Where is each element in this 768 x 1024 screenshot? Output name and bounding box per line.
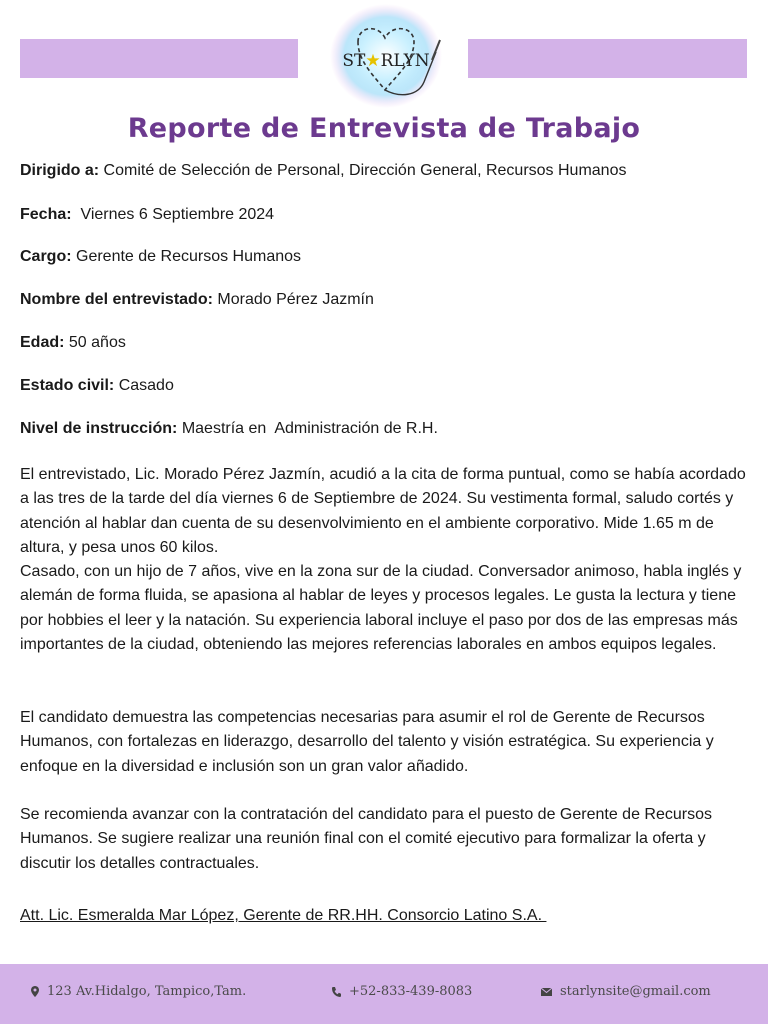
- field-edad: Edad: 50 años: [20, 334, 126, 351]
- envelope-icon: [541, 988, 552, 996]
- phone-icon: [332, 987, 341, 997]
- brand-logo: [328, 4, 446, 112]
- footer-phone[interactable]: +52-833-439-8083: [332, 984, 472, 999]
- paragraph-recomendacion: Se recomienda avanzar con la contratación del candidato para el puesto de Gerente de Recursos Humanos. Se sugiere realizar una reunión final con el comité ejecutivo para formalizar la oferta y discutir los detalles contractuales.: [20, 806, 712, 872]
- signature-line: Att. Lic. Esmeralda Mar López, Gerente de RR.HH. Consorcio Latino S.A.: [20, 907, 547, 924]
- footer-email[interactable]: starlynsite@gmail.com: [541, 984, 711, 999]
- header-bar-right: [468, 39, 747, 78]
- field-nivel-instruccion: Nivel de instrucción: Maestría en Administración de R.H.: [20, 420, 438, 437]
- header-bar-left: [20, 39, 298, 78]
- paragraph-descripcion: El entrevistado, Lic. Morado Pérez Jazmín, acudió a la cita de forma puntual, como se había acordado a las tres de la tarde del día viernes 6 de Septiembre de 2024. Su vestimenta formal, saludo cortés y atención al hablar dan cuenta de su desenvolvimiento en el ambiente corporativo. Mide 1.65 m de altura, y pesa unos 60 kilos.: [20, 466, 746, 556]
- field-dirigido: Dirigido a: Comité de Selección de Personal, Dirección General, Recursos Humanos: [20, 162, 627, 179]
- field-nombre: Nombre del entrevistado: Morado Pérez Jazmín: [20, 291, 374, 308]
- location-pin-icon: [31, 986, 39, 997]
- field-estado-civil: Estado civil: Casado: [20, 377, 174, 394]
- interview-fields: [20, 160, 748, 437]
- logo-text: ST★RLYN: [342, 51, 430, 71]
- footer-address: 123 Av.Hidalgo, Tampico,Tam.: [31, 984, 246, 999]
- paragraph-personal: Casado, con un hijo de 7 años, vive en la zona sur de la ciudad. Conversador animoso, habla inglés y alemán de forma fluida, se apasiona al hablar de leyes y procesos legales. Le gusta la lectura y tiene por hobbies el leer y la natación. Su experiencia laboral incluye el paso por dos de las empresas más importantes de la ciudad, obteniendo las mejores referencias laborales en ambos equipos legales.: [20, 563, 742, 653]
- logo-graphic: [328, 4, 446, 112]
- document-title: Reporte de Entrevista de Trabajo: [127, 113, 641, 144]
- field-cargo: Cargo: Gerente de Recursos Humanos: [20, 248, 302, 265]
- paragraph-competencias: El candidato demuestra las competencias necesarias para asumir el rol de Gerente de Recursos Humanos, con fortalezas en liderazgo, desarrollo del talento y visión estratégica. Su experiencia y enfoque en la diversidad e inclusión son un gran valor añadido.: [20, 709, 714, 775]
- field-fecha: Fecha: Viernes 6 Septiembre 2024: [20, 206, 275, 223]
- footer: [0, 964, 768, 1024]
